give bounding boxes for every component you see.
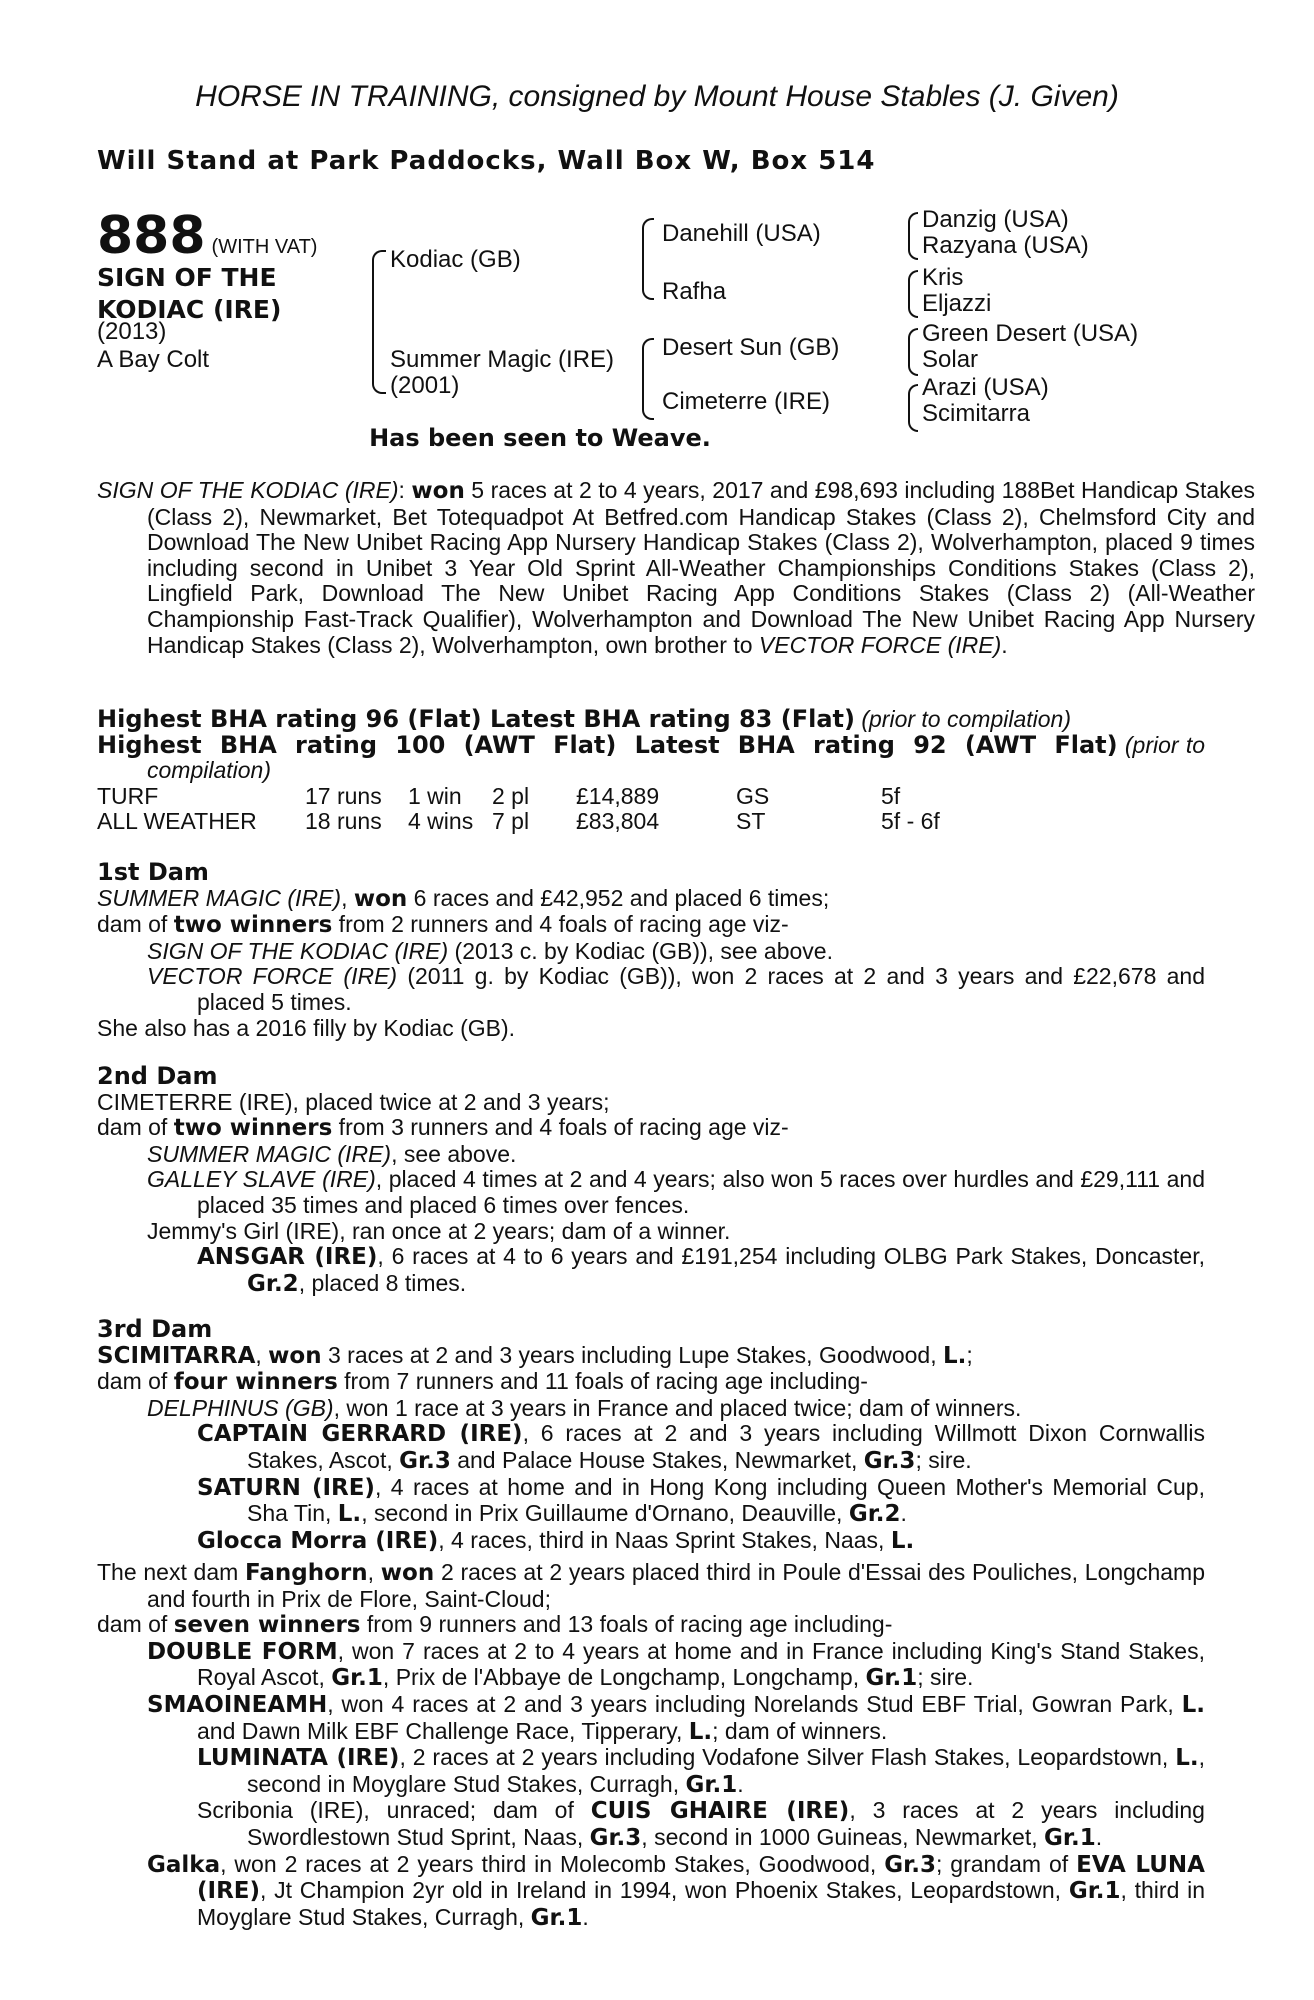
rating-line-awt: Highest BHA rating 100 (AWT Flat) Latest BHA rating 92 (AWT Flat) (prior to compilation): [97, 730, 1206, 784]
stand-location: Will Stand at Park Paddocks, Wall Box W, Box 514: [97, 146, 876, 176]
summary-text: 5 races at 2 to 4 years, 2017 and £98,693 including 188Bet Handicap Stakes (Class 2), Newmarket, Bet Totequadpot At Betfred.com Handicap Stakes (Class 2), Chelmsford City and Download The New Unibet Racing App Nursery Handicap Stakes (Class 2), Wolverhampton, placed 9 times including second in Unibet 3 Year Old Sprint All-Weather Championships Conditions Stakes (Class 2), Lingfield Park, Download The New Unibet Racing App Conditions Stakes (Class 2) (All-Weather Championship Fast-Track Qualifier), Wolverhampton and Download The New Unibet Racing App Nursery Handicap Stakes (Class 2), Wolverhampton, own brother to: [147, 477, 1256, 658]
list-item: VECTOR FORCE (IRE) (2011 g. by Kodiac (GB)), won 2 races at 2 and 3 years and £22,678 and placed 5 times.: [147, 963, 1205, 1015]
summary-brother: VECTOR FORCE (IRE): [758, 631, 1002, 658]
pedigree-dam-dam: Cimeterre (IRE): [662, 388, 831, 415]
horse-year: (2013): [97, 318, 167, 345]
horse-name-line1: SIGN OF THE: [97, 263, 277, 292]
pedigree-sss: Danzig (USA): [922, 206, 1069, 233]
list-item: DOUBLE FORM, won 7 races at 2 to 4 years at home and in France including King's Stand Stakes, Royal Ascot, Gr.1, Prix de l'Abbaye de Longchamp, Longchamp, Gr.1; sire.: [147, 1637, 1205, 1692]
pedigree-dss: Green Desert (USA): [922, 320, 1139, 347]
pedigree-dam-sire: Desert Sun (GB): [662, 334, 840, 361]
ratings-block: [97, 707, 1205, 834]
first-dam-line: SUMMER MAGIC (IRE), won 6 races and £42,952 and placed 6 times;: [97, 884, 830, 912]
third-dam-heading: 3rd Dam: [97, 1315, 213, 1343]
list-item: Jemmy's Girl (IRE), ran once at 2 years; dam of a winner.: [147, 1217, 731, 1244]
horse-name-line2: KODIAC (IRE): [97, 295, 282, 324]
third-dam-produce-line: dam of four winners from 7 runners and 11 foals of racing age including-: [97, 1368, 868, 1396]
pedigree-brace-dam: [642, 338, 654, 420]
pedigree-sdd: Eljazzi: [922, 290, 992, 317]
pedigree-dsd: Solar: [922, 346, 979, 373]
first-dam-note: She also has a 2016 filly by Kodiac (GB).: [97, 1014, 516, 1041]
pedigree-sds: Kris: [922, 264, 964, 291]
next-dam-section: [97, 1560, 1205, 1931]
lot-number-block: [97, 206, 317, 266]
first-dam-heading: 1st Dam: [97, 858, 209, 886]
first-dam-section: [97, 860, 1205, 1041]
list-item: DELPHINUS (GB), won 1 race at 3 years in France and placed twice; dam of winners.: [147, 1394, 1022, 1421]
vat-note: (WITH VAT): [211, 236, 318, 258]
rating-line-flat: Highest BHA rating 96 (Flat) Latest BHA rating 83 (Flat) (prior to compilation): [97, 705, 1071, 733]
pedigree-brace-ds: [908, 328, 918, 376]
pedigree-ddd: Scimitarra: [922, 400, 1031, 427]
pedigree-dds: Arazi (USA): [922, 374, 1049, 401]
table-row: ALL WEATHER 18 runs 4 wins 7 pl £83,804 ST 5f - 6f: [97, 807, 940, 834]
list-item: SATURN (IRE), 4 races at home and in Hong Kong including Queen Mother's Memorial Cup, Sha Tin, L., second in Prix Guillaume d'Ornano, Deauville, Gr.2.: [197, 1473, 1205, 1528]
list-item: Glocca Morra (IRE), 4 races, third in Naas Sprint Stakes, Naas, L.: [197, 1526, 915, 1554]
second-dam-heading: 2nd Dam: [97, 1062, 218, 1090]
pedigree-note: Has been seen to Weave.: [369, 424, 711, 452]
list-item: ANSGAR (IRE), 6 races at 4 to 6 years and £191,254 including OLBG Park Stakes, Doncaster, Gr.2, placed 8 times.: [197, 1243, 1205, 1297]
horse-description: A Bay Colt: [97, 346, 210, 373]
next-dam-line: The next dam Fanghorn, won 2 races at 2 years placed third in Poule d'Essai des Pouliches, Longchamp and fourth in Prix de Flore, Saint-Cloud;: [97, 1559, 1205, 1612]
race-summary: SIGN OF THE KODIAC (IRE): won 5 races at 2 to 4 years, 2017 and £98,693 including 188Bet Handicap Stakes (Class 2), Newmarket, Bet Totequadpot At Betfred.com Handicap Stakes (Class 2), Chelmsford City and Download The New Unibet Racing App Nursery Handicap Stakes (Class 2), Wolverhampton, placed 9 times including second in Unibet 3 Year Old Sprint All-Weather Championships Conditions Stakes (Class 2), Lingfield Park, Download The New Unibet Racing App Conditions Stakes (Class 2) (All-Weather Championship Fast-Track Qualifier), Wolverhampton and Download The New Unibet Racing App Nursery Handicap Stakes (Class 2), Wolverhampton, own brother to VECTOR FORCE (IRE).: [97, 477, 1256, 658]
second-dam-produce-line: dam of two winners from 3 runners and 4 foals of racing age viz-: [97, 1114, 789, 1142]
pedigree-sire-dam: Rafha: [662, 278, 727, 305]
racing-stats-table: [97, 784, 940, 834]
summary-won: won: [411, 478, 465, 504]
second-dam-section: [97, 1064, 1205, 1297]
list-item: Scribonia (IRE), unraced; dam of CUIS GHAIRE (IRE), 3 races at 2 years including Swordlestown Stud Sprint, Naas, Gr.3, second in 1000 Guineas, Newmarket, Gr.1.: [197, 1797, 1205, 1851]
table-row: TURF 17 runs 1 win 2 pl £14,889 GS 5f: [97, 782, 901, 809]
list-item: LUMINATA (IRE), 2 races at 2 years including Vodafone Silver Flash Stakes, Leopardstown, L., second in Moyglare Stud Stakes, Curragh, Gr.1.: [197, 1744, 1205, 1798]
summary-horse-name: SIGN OF THE KODIAC (IRE): [97, 477, 399, 503]
pedigree-brace-sire: [642, 218, 654, 300]
next-dam-produce-line: dam of seven winners from 9 runners and 13 foals of racing age including-: [97, 1611, 893, 1639]
list-item: SUMMER MAGIC (IRE), see above.: [147, 1140, 517, 1167]
first-dam-produce-line: dam of two winners from 2 runners and 4 foals of racing age viz-: [97, 911, 789, 939]
lot-number: 888: [97, 206, 206, 266]
list-item: Galka, won 2 races at 2 years third in Molecomb Stakes, Goodwood, Gr.3; grandam of EVA LUNA (IRE), Jt Champion 2yr old in Ireland in 1994, won Phoenix Stakes, Leopardstown, Gr.1, third in Moyglare Stud Stakes, Curragh, Gr.1.: [147, 1850, 1205, 1931]
pedigree-brace-sd: [908, 270, 918, 318]
list-item: GALLEY SLAVE (IRE), placed 4 times at 2 and 4 years; also won 5 races over hurdles and £29,111 and placed 35 times and placed 6 times over fences.: [147, 1166, 1205, 1218]
list-item: SMAOINEAMH, won 4 races at 2 and 3 years including Norelands Stud EBF Trial, Gowran Park, L. and Dawn Milk EBF Challenge Race, Tipperary, L.; dam of winners.: [147, 1690, 1205, 1745]
horse-name: [97, 262, 281, 326]
pedigree-sire-sire: Danehill (USA): [662, 220, 821, 247]
third-dam-section: [97, 1317, 1205, 1554]
page-header-title: HORSE IN TRAINING, consigned by Mount House Stables (J. Given): [195, 80, 1119, 113]
second-dam-line: CIMETERRE (IRE), placed twice at 2 and 3 years;: [97, 1088, 610, 1115]
pedigree-dam-year: (2001): [390, 372, 460, 399]
list-item: SIGN OF THE KODIAC (IRE) (2013 c. by Kodiac (GB)), see above.: [147, 937, 833, 964]
third-dam-line: SCIMITARRA, won 3 races at 2 and 3 years including Lupe Stakes, Goodwood, L.;: [97, 1341, 973, 1369]
horse-info: [97, 318, 209, 374]
pedigree-dam: Summer Magic (IRE): [390, 346, 615, 373]
list-item: CAPTAIN GERRARD (IRE), 6 races at 2 and 3 years including Willmott Dixon Cornwallis Stakes, Ascot, Gr.3 and Palace House Stakes, Newmarket, Gr.3; sire.: [197, 1420, 1205, 1474]
pedigree-brace-gen1: [372, 250, 386, 394]
pedigree-ssd: Razyana (USA): [922, 232, 1089, 259]
pedigree-brace-ss: [908, 212, 918, 260]
pedigree-sire: Kodiac (GB): [390, 246, 521, 273]
